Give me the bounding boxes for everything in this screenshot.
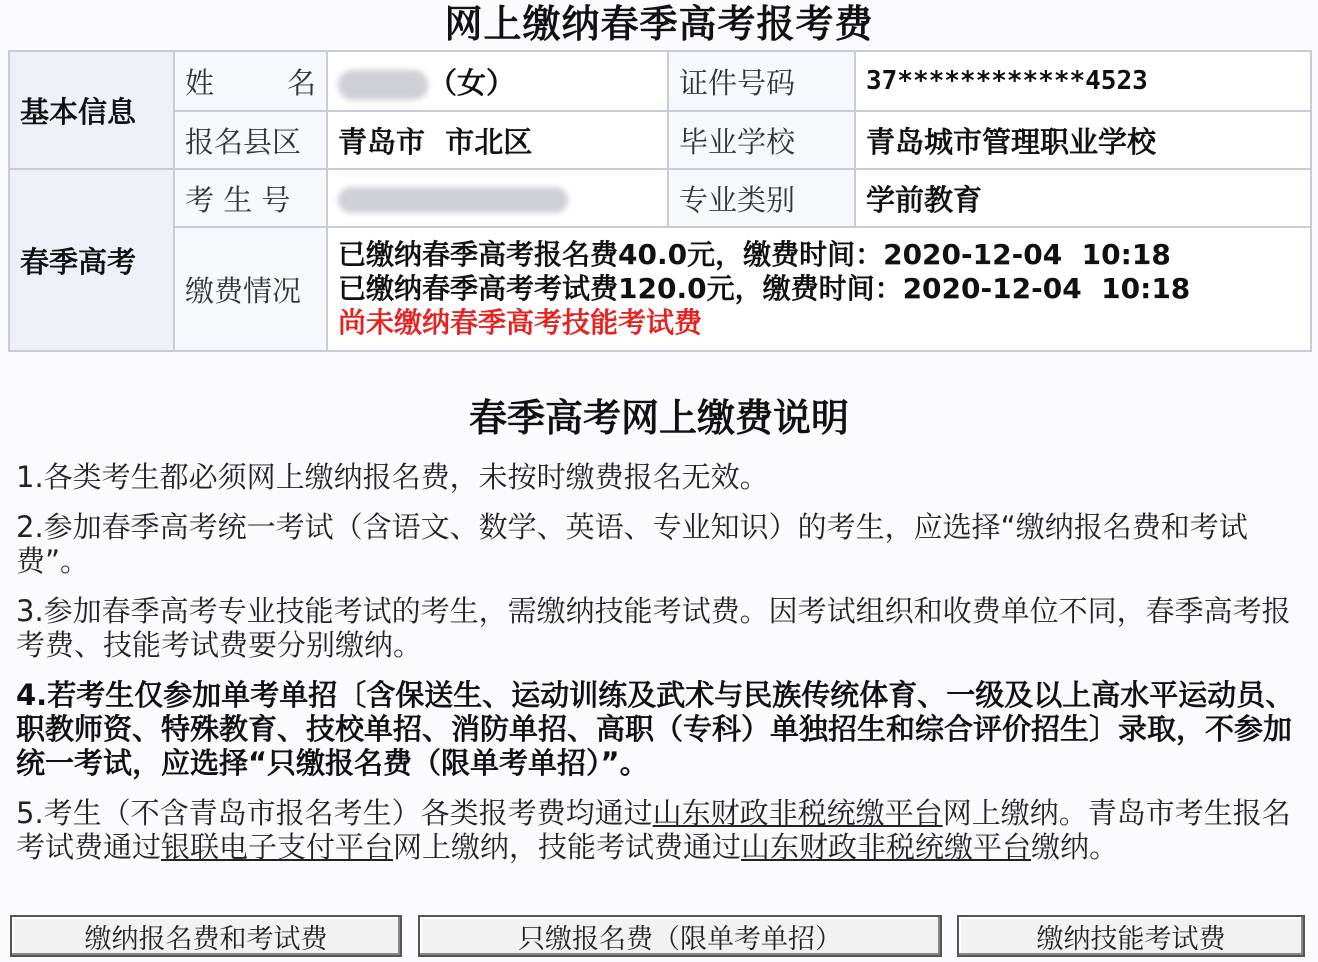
instruction-item-1: 1.各类考生都必须网上缴纳报名费，未按时缴费报名无效。 [16, 460, 769, 494]
section-basic-info: 基本信息 [9, 51, 174, 169]
link-shandong-platform[interactable]: 山东财政非税统缴平台 [652, 796, 943, 830]
link-unionpay-platform[interactable]: 银联电子支付平台 [161, 830, 394, 864]
pay-skill-exam-button[interactable]: 缴纳技能考试费 [957, 915, 1305, 957]
name-value: （女） [327, 51, 668, 111]
redacted-name [338, 70, 428, 100]
district-value: 青岛市 市北区 [327, 111, 668, 169]
instructions-list [16, 460, 1306, 880]
payment-label: 缴费情况 [174, 227, 327, 351]
school-value: 青岛城市管理职业学校 [855, 111, 1311, 169]
pay-registration-only-button[interactable]: 只缴报名费（限单考单招） [418, 915, 942, 957]
instruction-item-4: 4.若考生仅参加单考单招〔含保送生、运动训练及武术与民族传统体育、一级及以上高水平运动员、职教师资、特殊教育、技校单招、消防单招、高职（专科）单独招生和综合评价招生〕录取，不参加统一考试，应选择“只缴报名费（限单考单招）”。 [16, 678, 1295, 780]
instruction-item-5: 5.考生（不含青岛市报名考生）各类报考费均通过山东财政非税统缴平台网上缴纳。青岛市考生报名考试费通过银联电子支付平台网上缴纳，技能考试费通过山东财政非税统缴平台缴纳。 [16, 796, 1291, 864]
payment-line-registration: 已缴纳春季高考报名费40.0元，缴费时间：2020-12-04 10:18 [338, 238, 1171, 271]
major-value: 学前教育 [855, 169, 1311, 227]
name-label: 姓 名 [174, 51, 327, 111]
section-spring-exam: 春季高考 [9, 169, 174, 351]
id-label: 证件号码 [668, 51, 855, 111]
student-info-table [8, 50, 1312, 352]
major-label: 专业类别 [668, 169, 855, 227]
payment-status [327, 227, 1311, 351]
school-label: 毕业学校 [668, 111, 855, 169]
instruction-item-3: 3.参加春季高考专业技能考试的考生，需缴纳技能考试费。因考试组织和收费单位不同，春季高考报考费、技能考试费要分别缴纳。 [16, 594, 1291, 662]
district-label: 报名县区 [174, 111, 327, 169]
id-value: 37************4523 [855, 51, 1311, 111]
payment-line-unpaid: 尚未缴纳春季高考技能考试费 [338, 306, 703, 339]
redacted-exam-no [338, 187, 568, 213]
instruction-item-2: 2.参加春季高考统一考试（含语文、数学、英语、专业知识）的考生，应选择“缴纳报名费和考试费”。 [16, 510, 1248, 578]
instructions-title: 春季高考网上缴费说明 [468, 396, 849, 440]
pay-registration-and-exam-button[interactable]: 缴纳报名费和考试费 [10, 915, 402, 957]
payment-line-exam: 已缴纳春季高考考试费120.0元，缴费时间：2020-12-04 10:18 [338, 272, 1191, 305]
link-shandong-platform-skill[interactable]: 山东财政非税统缴平台 [741, 830, 1032, 864]
page-title: 网上缴纳春季高考报考费 [444, 2, 874, 46]
exam-no-label: 考 生 号 [174, 169, 327, 227]
exam-no-value [327, 169, 668, 227]
